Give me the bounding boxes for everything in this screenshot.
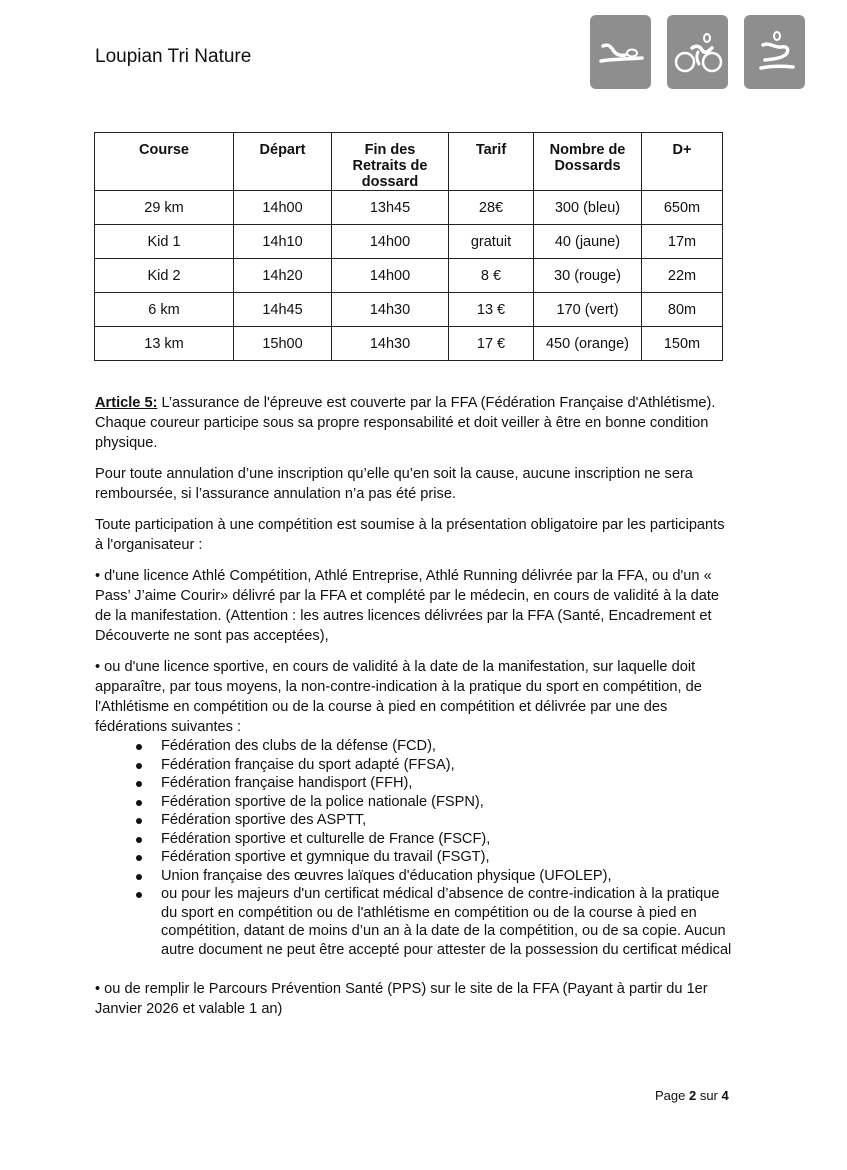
list-item: Fédération sportive et gymnique du travail (FSGT), (161, 848, 735, 867)
list-item: Fédération des clubs de la défense (FCD), (161, 737, 735, 756)
page-number (655, 1088, 729, 1103)
list-item: Fédération française du sport adapté (FFSA), (161, 756, 735, 775)
table-cell: 6 km (95, 293, 234, 327)
column-header: D+ (642, 133, 723, 191)
table-cell: 300 (bleu) (534, 191, 642, 225)
list-item: ou pour les majeurs d'un certificat médical d’absence de contre-indication à la pratique du sport en compétition ou de l'athlétisme en compétition ou de la course à pied en compétition, datant de moins d’un an à la date de la compétition, ou de sa copie. Aucun autre document ne peut être accepté pour attester de la possession du certificat médical (161, 885, 735, 959)
table-header-row (95, 133, 723, 191)
table-cell: 14h45 (234, 293, 332, 327)
table-cell: 22m (642, 259, 723, 293)
table-cell: 650m (642, 191, 723, 225)
column-header: Fin des Retraits de dossard (332, 133, 449, 191)
table-cell: 29 km (95, 191, 234, 225)
table-row (95, 259, 723, 293)
table-cell: 14h20 (234, 259, 332, 293)
article-5-text: L’assurance de l'épreuve est couverte par la FFA (Fédération Française d'Athlétisme). Chaque coureur participe sous sa propre responsabilité et doit veiller à être en bonne condition physique. (95, 395, 716, 451)
table-cell: 13 € (449, 293, 534, 327)
pps-paragraph: • ou de remplir le Parcours Prévention Santé (PPS) sur le site de la FFA (Payant à partir du 1er Janvier 2026 et valable 1 an) (95, 981, 708, 1017)
table-row (95, 327, 723, 361)
run-icon (744, 15, 805, 89)
bike-icon (667, 15, 728, 89)
races-table (94, 132, 723, 361)
table-cell: 30 (rouge) (534, 259, 642, 293)
table-cell: Kid 1 (95, 225, 234, 259)
participation-paragraph: Toute participation à une compétition est soumise à la présentation obligatoire par les participants à l'organisateur : (95, 517, 725, 553)
swim-icon (590, 15, 651, 89)
table-cell: 13 km (95, 327, 234, 361)
article-5-label: Article 5: (95, 395, 158, 411)
table-cell: 14h00 (234, 191, 332, 225)
table-cell: 14h30 (332, 327, 449, 361)
licence-sportive-paragraph: • ou d'une licence sportive, en cours de validité à la date de la manifestation, sur laquelle doit apparaître, par tous moyens, la non-contre-indication à la pratique du sport en compétition, de l'Athlétisme en compétition ou de la course à pied en compétition et délivrée par une des fédérations suivantes : (95, 659, 702, 735)
table-cell: 14h00 (332, 225, 449, 259)
table-cell: 14h00 (332, 259, 449, 293)
table-cell: 8 € (449, 259, 534, 293)
list-item: Fédération sportive et culturelle de France (FSCF), (161, 830, 735, 849)
list-item: Fédération française handisport (FFH), (161, 774, 735, 793)
total-pages: 4 (721, 1088, 729, 1103)
table-cell: 17 € (449, 327, 534, 361)
column-header: Nombre de Dossards (534, 133, 642, 191)
table-cell: gratuit (449, 225, 534, 259)
table-cell: 15h00 (234, 327, 332, 361)
table-cell: Kid 2 (95, 259, 234, 293)
table-row (95, 191, 723, 225)
column-header: Tarif (449, 133, 534, 191)
list-item: Fédération sportive de la police nationale (FSPN), (161, 793, 735, 812)
list-item: Fédération sportive des ASPTT, (161, 811, 735, 830)
table-cell: 170 (vert) (534, 293, 642, 327)
federations-list (95, 737, 735, 959)
document-title: Loupian Tri Nature (95, 46, 252, 67)
column-header: Course (95, 133, 234, 191)
table-cell: 14h30 (332, 293, 449, 327)
current-page: 2 (688, 1088, 697, 1103)
table-cell: 150m (642, 327, 723, 361)
table-row (95, 293, 723, 327)
sport-icons (590, 15, 805, 89)
page-of-label: sur (696, 1088, 722, 1103)
table-cell: 14h10 (234, 225, 332, 259)
table-cell: 28€ (449, 191, 534, 225)
table-cell: 13h45 (332, 191, 449, 225)
article-5-paragraph (95, 393, 735, 453)
cancellation-paragraph: Pour toute annulation d’une inscription qu’elle qu’en soit la cause, aucune inscription ne sera remboursée, si l’assurance annulation n’a pas été prise. (95, 466, 693, 502)
table-row (95, 225, 723, 259)
table-cell: 80m (642, 293, 723, 327)
licence-ffa-paragraph: • d'une licence Athlé Compétition, Athlé Entreprise, Athlé Running délivrée par la FFA, ou d'un « Pass’ J’aime Courir» délivré par la FFA et complété par le médecin, en cours de validité à la date de la manifestation. (Attention : les autres licences délivrées par la FFA (Santé, Encadrement et Découverte ne sont pas acceptées), (95, 568, 720, 644)
list-item: Union française des œuvres laïques d'éducation physique (UFOLEP), (161, 867, 735, 886)
table-cell: 40 (jaune) (534, 225, 642, 259)
column-header: Départ (234, 133, 332, 191)
page-label: Page (655, 1088, 689, 1103)
table-cell: 17m (642, 225, 723, 259)
article-body (95, 393, 735, 1030)
table-cell: 450 (orange) (534, 327, 642, 361)
